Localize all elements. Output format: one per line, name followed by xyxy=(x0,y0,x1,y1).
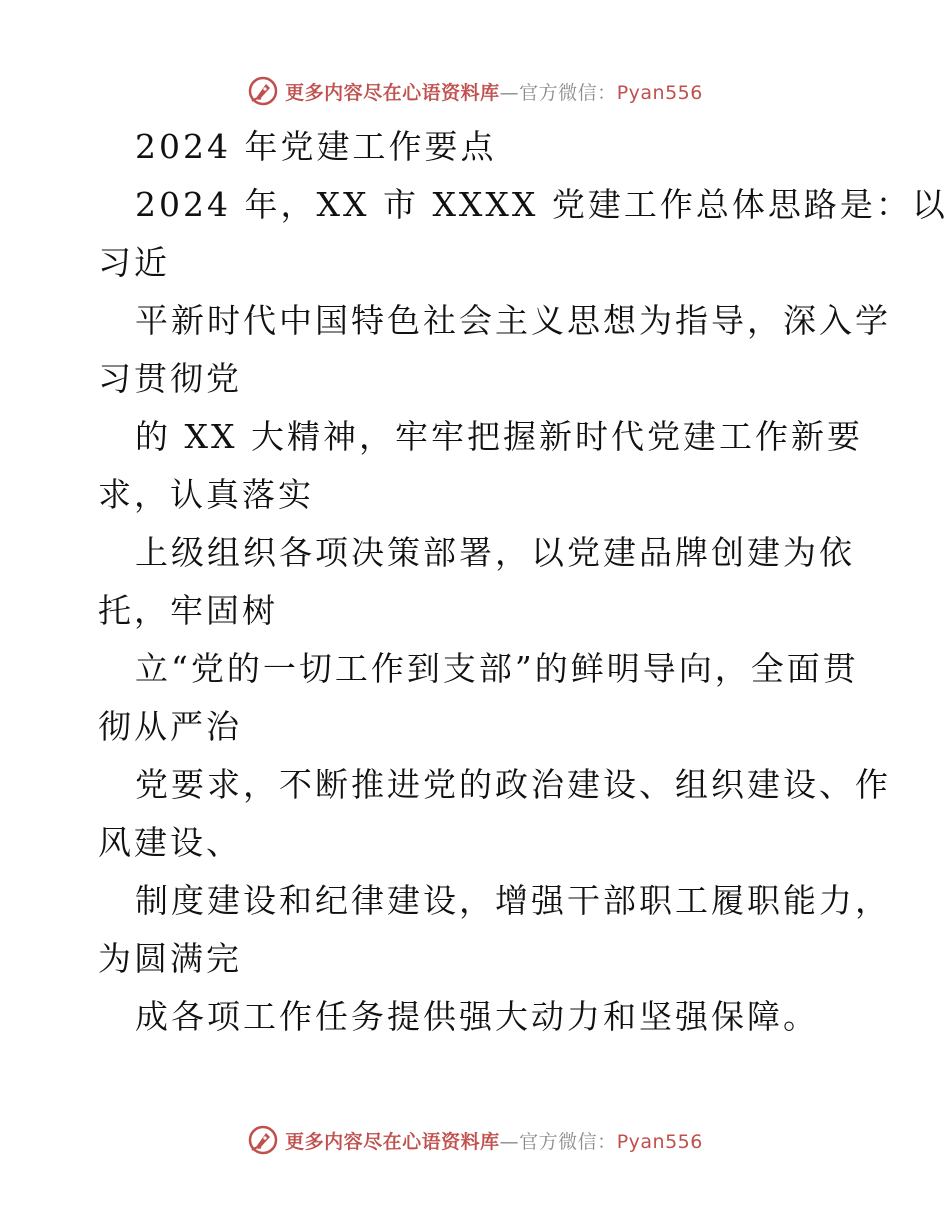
footer-watermark xyxy=(0,1120,950,1160)
paragraph-line: 为圆满完 xyxy=(98,939,242,978)
paragraph-line: 的 XX 大精神，牢牢把握新时代党建工作新要 xyxy=(135,417,863,456)
pen-nib-circle-icon xyxy=(247,1124,279,1156)
watermark-main: 更多内容尽在心语资料库 xyxy=(285,1130,500,1153)
paragraph-line: 上级组织各项决策部署，以党建品牌创建为依 xyxy=(135,533,855,572)
paragraph-line: 制度建设和纪律建设，增强干部职工履职能力， xyxy=(135,881,891,920)
paragraph-line: 平新时代中国特色社会主义思想为指导，深入学 xyxy=(135,301,891,340)
paragraph-line: 成各项工作任务提供强大动力和坚强保障。 xyxy=(135,997,819,1036)
watermark-dash: — xyxy=(499,81,520,104)
watermark-text xyxy=(285,1127,703,1154)
pen-nib-circle-icon xyxy=(247,75,279,107)
paragraph-line: 托，牢固树 xyxy=(98,591,278,630)
paragraph-line: 彻从严治 xyxy=(98,707,242,746)
document-body xyxy=(98,118,948,1046)
watermark-sub: 官方微信： xyxy=(519,1130,617,1153)
watermark-id: Pyan556 xyxy=(616,81,703,104)
document-title: 2024 年党建工作要点 xyxy=(135,127,497,166)
paragraph-line: 求，认真落实 xyxy=(98,475,314,514)
watermark-sub: 官方微信： xyxy=(519,81,617,104)
paragraph-line: 习近 xyxy=(98,243,170,282)
paragraph-line: 党要求，不断推进党的政治建设、组织建设、作 xyxy=(135,765,891,804)
watermark-text xyxy=(285,78,703,105)
watermark-main: 更多内容尽在心语资料库 xyxy=(285,81,500,104)
paragraph-line: 立“党的一切工作到支部”的鲜明导向，全面贯 xyxy=(135,649,859,688)
header-watermark xyxy=(0,71,950,111)
paragraph-line: 风建设、 xyxy=(98,823,242,862)
watermark-dash: — xyxy=(499,1130,520,1153)
paragraph-line: 习贯彻党 xyxy=(98,359,242,398)
watermark-id: Pyan556 xyxy=(616,1130,703,1153)
paragraph-line: 2024 年，XX 市 XXXX 党建工作总体思路是：以 xyxy=(135,185,948,224)
